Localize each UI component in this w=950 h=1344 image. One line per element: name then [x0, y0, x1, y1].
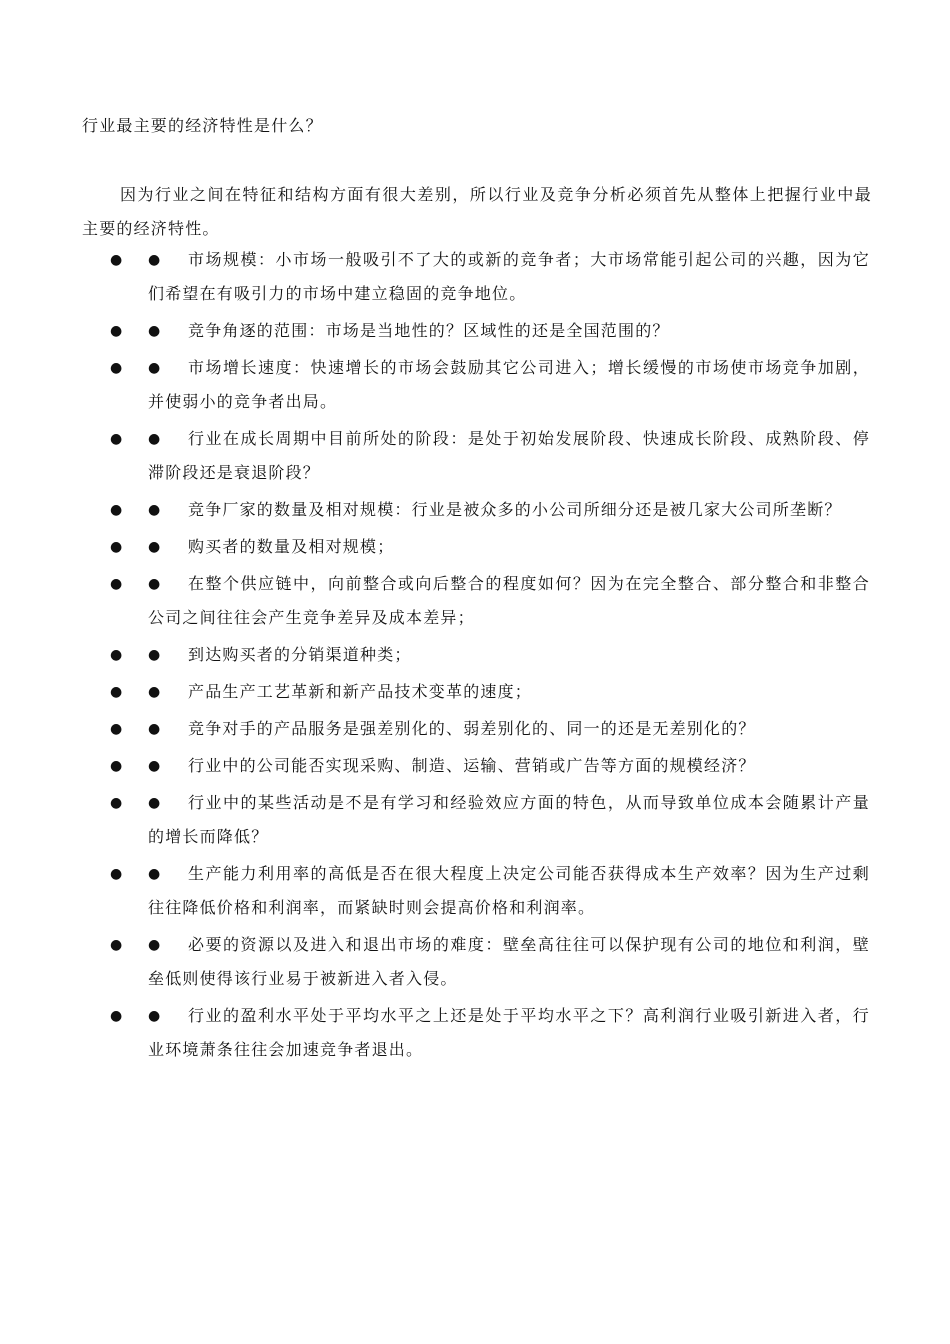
bullet-dot-icon: ● — [110, 758, 124, 774]
list-item — [110, 567, 870, 635]
list-item-text: 行业在成长周期中目前所处的阶段：是处于初始发展阶段、快速成长阶段、成熟阶段、停滞阶段还是衰退阶段？ — [148, 429, 870, 482]
bullet-dot-icon: ● — [148, 795, 162, 811]
list-item — [110, 857, 870, 925]
bullet-dot-icon: ● — [148, 252, 162, 268]
bullet-dot-icon: ● — [148, 576, 162, 592]
bullet-dot-icon: ● — [148, 866, 162, 882]
list-item — [110, 530, 870, 564]
bullet-dot-icon: ● — [148, 431, 162, 447]
list-item — [110, 712, 870, 746]
bullet-dot-icon: ● — [110, 539, 124, 555]
bullet-dot-icon: ● — [148, 684, 162, 700]
list-item — [110, 493, 870, 527]
list-item-text: 竞争对手的产品服务是强差别化的、弱差别化的、同一的还是无差别化的？ — [188, 719, 756, 738]
list-item — [110, 928, 870, 996]
bullet-dot-icon: ● — [110, 431, 124, 447]
list-item-text: 购买者的数量及相对规模； — [188, 537, 395, 556]
list-item — [110, 786, 870, 854]
list-item-text: 竞争厂家的数量及相对规模：行业是被众多的小公司所细分还是被几家大公司所垄断？ — [188, 500, 842, 519]
list-item-text: 到达购买者的分销渠道种类； — [188, 645, 412, 664]
list-item — [110, 422, 870, 490]
list-item — [110, 675, 870, 709]
bullet-dot-icon: ● — [110, 721, 124, 737]
bullet-dot-icon: ● — [110, 684, 124, 700]
bullet-dot-icon: ● — [148, 323, 162, 339]
bullet-dot-icon: ● — [148, 1008, 162, 1024]
list-item-text: 市场增长速度：快速增长的市场会鼓励其它公司进入；增长缓慢的市场使市场竞争加剧，并使弱小的竞争者出局。 — [148, 358, 870, 411]
bullet-dot-icon: ● — [148, 539, 162, 555]
list-item — [110, 314, 870, 348]
bullet-dot-icon: ● — [110, 795, 124, 811]
bullet-dot-icon: ● — [110, 1008, 124, 1024]
list-item-text: 市场规模：小市场一般吸引不了大的或新的竞争者；大市场常能引起公司的兴趣，因为它们希望在有吸引力的市场中建立稳固的竞争地位。 — [148, 250, 870, 303]
document-title: 行业最主要的经济特性是什么？ — [82, 116, 323, 135]
bullet-dot-icon: ● — [110, 360, 124, 376]
bullet-dot-icon: ● — [110, 252, 124, 268]
list-item-text: 行业的盈利水平处于平均水平之上还是处于平均水平之下？高利润行业吸引新进入者，行业环境萧条往往会加速竞争者退出。 — [148, 1006, 870, 1059]
list-item-text: 竞争角逐的范围：市场是当地性的？区域性的还是全国范围的？ — [188, 321, 670, 340]
economic-features-list — [110, 243, 870, 1070]
list-item-text: 行业中的公司能否实现采购、制造、运输、营销或广告等方面的规模经济？ — [188, 756, 756, 775]
list-item — [110, 243, 870, 311]
list-item — [110, 638, 870, 672]
list-item-text: 产品生产工艺革新和新产品技术变革的速度； — [188, 682, 533, 701]
list-item-text: 必要的资源以及进入和退出市场的难度：壁垒高往往可以保护现有公司的地位和利润，壁垒低则使得该行业易于被新进入者入侵。 — [148, 935, 870, 988]
bullet-dot-icon: ● — [110, 937, 124, 953]
list-item — [110, 351, 870, 419]
bullet-dot-icon: ● — [110, 576, 124, 592]
list-item — [110, 999, 870, 1067]
intro-paragraph: 因为行业之间在特征和结构方面有很大差别，所以行业及竞争分析必须首先从整体上把握行业中最主要的经济特性。 — [82, 185, 872, 238]
list-item-text: 生产能力利用率的高低是否在很大程度上决定公司能否获得成本生产效率？因为生产过剩往往降低价格和利润率，而紧缺时则会提高价格和利润率。 — [148, 864, 870, 917]
bullet-dot-icon: ● — [148, 502, 162, 518]
list-item-text: 行业中的某些活动是不是有学习和经验效应方面的特色，从而导致单位成本会随累计产量的增长而降低？ — [148, 793, 870, 846]
bullet-dot-icon: ● — [148, 758, 162, 774]
bullet-dot-icon: ● — [110, 866, 124, 882]
bullet-dot-icon: ● — [110, 647, 124, 663]
bullet-dot-icon: ● — [110, 323, 124, 339]
bullet-dot-icon: ● — [148, 360, 162, 376]
bullet-dot-icon: ● — [148, 721, 162, 737]
list-item-text: 在整个供应链中，向前整合或向后整合的程度如何？因为在完全整合、部分整合和非整合公司之间往往会产生竞争差异及成本差异； — [148, 574, 870, 627]
list-item — [110, 749, 870, 783]
bullet-dot-icon: ● — [148, 647, 162, 663]
bullet-dot-icon: ● — [110, 502, 124, 518]
bullet-dot-icon: ● — [148, 937, 162, 953]
